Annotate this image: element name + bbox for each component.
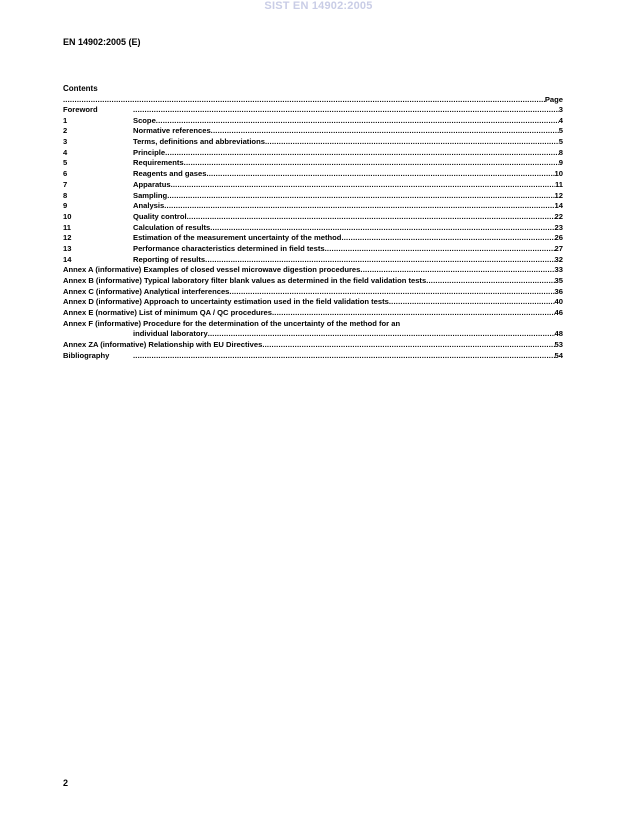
toc-entry-title: Annex C (informative) Analytical interferences — [63, 286, 230, 296]
toc-entry-page: 5 — [558, 126, 563, 136]
toc-entry-annex-f-line2[interactable] — [63, 329, 563, 340]
toc-entry-annex-c[interactable] — [63, 287, 563, 298]
toc-entry-page: 23 — [554, 222, 563, 232]
toc-entry-title: Quality control — [133, 211, 187, 221]
toc-entry-7[interactable] — [63, 180, 563, 191]
toc-entry-annex-za[interactable] — [63, 340, 563, 351]
toc-entry-page: 22 — [554, 211, 563, 221]
toc-entry-title: Terms, definitions and abbreviations — [133, 137, 265, 147]
toc-entry-annex-e[interactable] — [63, 308, 563, 319]
page-number: 2 — [63, 778, 69, 788]
toc-entry-page: 35 — [554, 276, 563, 285]
toc-entry-1[interactable] — [63, 116, 563, 127]
toc-entry-foreword[interactable] — [63, 105, 563, 116]
leader-dots — [165, 148, 559, 159]
leader-dots — [341, 233, 554, 244]
toc-entry-6[interactable] — [63, 169, 563, 180]
toc-entry-annex-b[interactable] — [63, 276, 563, 287]
leader-dots — [360, 265, 554, 276]
toc-entry-title-continued: individual laboratory — [133, 329, 208, 339]
toc-entry-number: 10 — [63, 211, 72, 221]
toc-entry-page: 53 — [554, 340, 563, 350]
toc-entry-8[interactable] — [63, 191, 563, 202]
document-id-header: EN 14902:2005 (E) — [63, 37, 141, 47]
toc-entry-number: Foreword — [63, 105, 98, 114]
toc-entry-page: 36 — [554, 286, 563, 296]
toc-entry-page: 12 — [554, 190, 563, 200]
watermark: SIST EN 14902:2005 — [264, 0, 373, 12]
leader-dots — [229, 287, 554, 298]
leader-dots — [156, 116, 559, 127]
toc-entry-title: Annex D (informative) Approach to uncertainty estimation used in the field validation tests — [63, 297, 389, 307]
leader-dots — [272, 308, 555, 319]
toc-entry-page: 27 — [554, 243, 563, 253]
leader-dots — [210, 223, 554, 234]
toc-entry-11[interactable] — [63, 223, 563, 234]
toc-entry-annex-a[interactable] — [63, 265, 563, 276]
toc-entry-number: 9 — [63, 201, 68, 211]
toc-entry-number: 6 — [63, 169, 68, 179]
toc-entry-title: Annex ZA (informative) Relationship with EU Directives — [63, 340, 263, 350]
toc-entry-number: 4 — [63, 147, 68, 157]
toc-entry-5[interactable] — [63, 158, 563, 169]
toc-entry-14[interactable] — [63, 255, 563, 266]
toc-entry-title: Annex F (informative) Procedure for the determination of the uncertainty of the method for an — [63, 318, 401, 328]
leader-dots — [133, 351, 555, 362]
toc-entry-12[interactable] — [63, 233, 563, 244]
toc-entry-title: Annex B (informative) Typical laboratory filter blank values as determined in the field validation tests — [63, 276, 427, 285]
toc-entry-page: 5 — [558, 137, 563, 147]
toc-entry-number: 13 — [63, 243, 72, 253]
toc-entry-page: 46 — [554, 308, 563, 318]
toc-entry-page: 10 — [554, 169, 563, 179]
leader-dots — [426, 276, 554, 287]
toc-entry-page: 14 — [554, 201, 563, 211]
leader-dots — [211, 126, 559, 137]
toc-entry-page: 4 — [558, 115, 563, 125]
toc-entry-title: Principle — [133, 147, 166, 157]
leader-dots — [262, 340, 554, 351]
toc-entry-title: Calculation of results — [133, 222, 211, 232]
toc-entry-page: 8 — [558, 147, 563, 157]
leader-dots — [133, 105, 559, 116]
toc-entry-page: 48 — [554, 329, 563, 339]
toc-entry-page: 11 — [554, 179, 563, 189]
toc-entry-4[interactable] — [63, 148, 563, 159]
toc-entry-title: Estimation of the measurement uncertainty of the method — [133, 233, 342, 243]
toc-entry-annex-f-line1[interactable] — [63, 319, 563, 330]
toc-entry-number: 12 — [63, 233, 72, 243]
leader-dots — [63, 95, 545, 104]
toc-entry-title: Bibliography — [63, 350, 110, 360]
toc-entry-title: Performance characteristics determined in field tests — [133, 243, 325, 253]
page-column-label: Page — [544, 95, 563, 104]
leader-dots — [187, 212, 555, 223]
leader-dots — [265, 137, 559, 148]
leader-dots — [171, 180, 555, 191]
toc-entry-number: 5 — [63, 158, 68, 168]
toc-entry-title: Requirements — [133, 158, 184, 168]
toc-entry-3[interactable] — [63, 137, 563, 148]
leader-dots — [164, 201, 554, 212]
toc-entry-title: Sampling — [133, 190, 168, 200]
toc-entry-title: Apparatus — [133, 179, 171, 189]
toc-entry-page: 32 — [554, 254, 563, 264]
toc-entry-number: 7 — [63, 179, 68, 189]
toc-entry-page: 9 — [558, 158, 563, 168]
toc-entry-number: 8 — [63, 190, 68, 200]
contents-heading: Contents — [63, 84, 98, 93]
table-of-contents — [63, 105, 563, 362]
toc-entry-10[interactable] — [63, 212, 563, 223]
toc-entry-9[interactable] — [63, 201, 563, 212]
page-column-header — [63, 95, 563, 105]
toc-entry-page: 40 — [554, 297, 563, 307]
toc-entry-bibliography[interactable] — [63, 351, 563, 362]
toc-entry-title: Annex E (normative) List of minimum QA / QC procedures — [63, 308, 272, 318]
toc-entry-page: 33 — [554, 265, 563, 275]
leader-dots — [206, 169, 554, 180]
toc-entry-number: 1 — [63, 115, 68, 125]
toc-entry-title: Annex A (informative) Examples of closed vessel microwave digestion procedures — [63, 265, 361, 275]
toc-entry-title: Scope — [133, 115, 156, 125]
leader-dots — [205, 255, 554, 266]
toc-entry-13[interactable] — [63, 244, 563, 255]
toc-entry-title: Reagents and gases — [133, 169, 207, 179]
toc-entry-page: 3 — [558, 105, 563, 114]
toc-entry-number: 11 — [63, 222, 72, 232]
toc-entry-number: 3 — [63, 137, 68, 147]
leader-dots — [389, 297, 555, 308]
toc-entry-title: Reporting of results — [133, 254, 206, 264]
toc-entry-2[interactable] — [63, 126, 563, 137]
toc-entry-title: Normative references — [133, 126, 211, 136]
toc-entry-page: 54 — [554, 350, 563, 360]
toc-entry-page: 26 — [554, 233, 563, 243]
toc-entry-title: Analysis — [133, 201, 165, 211]
leader-dots — [208, 329, 555, 340]
leader-dots — [184, 158, 559, 169]
leader-dots — [325, 244, 555, 255]
toc-entry-number: 14 — [63, 254, 72, 264]
leader-dots — [167, 191, 554, 202]
toc-entry-number: 2 — [63, 126, 68, 136]
toc-entry-annex-d[interactable] — [63, 297, 563, 308]
